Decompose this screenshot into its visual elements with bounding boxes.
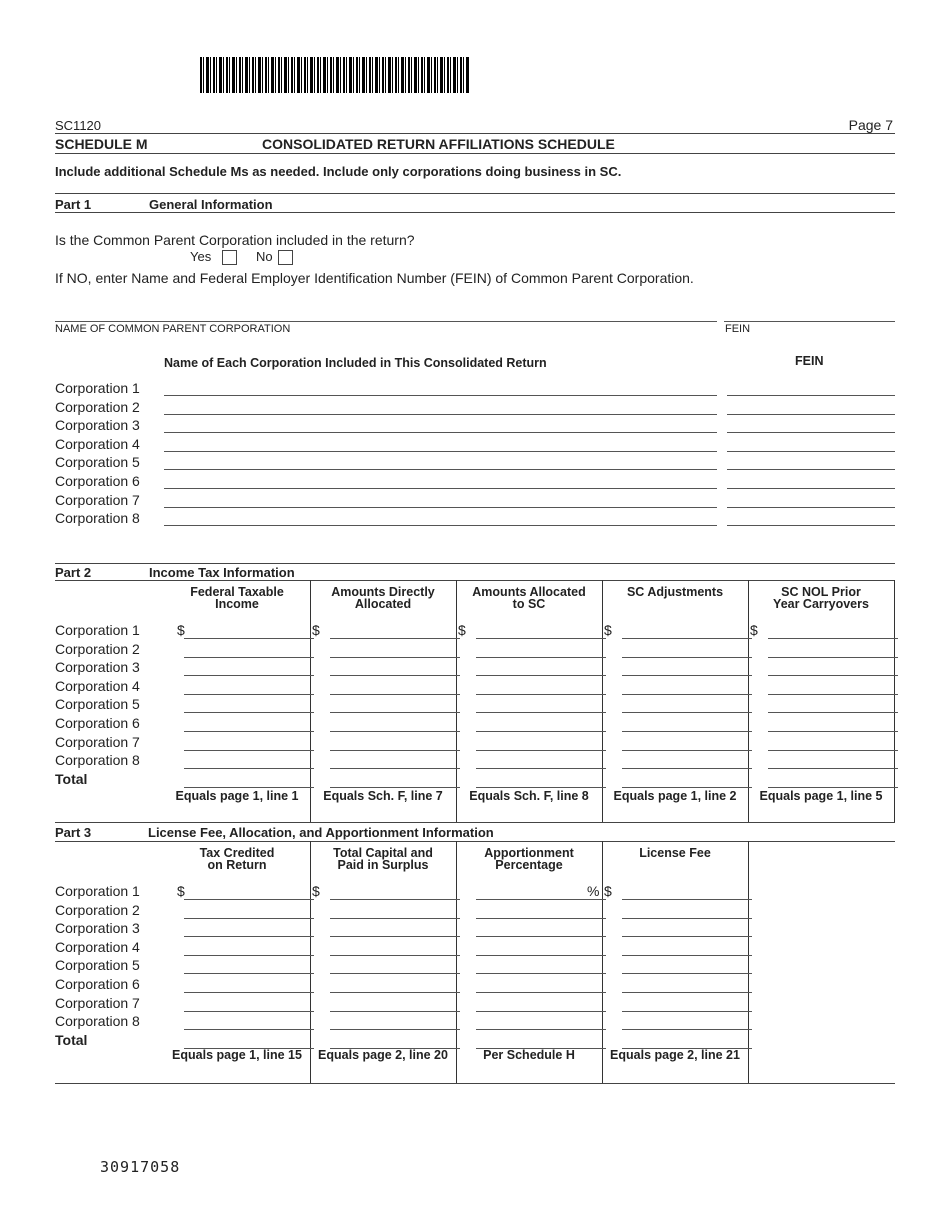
no-label: No [256,249,273,264]
p1-corp-name-input[interactable] [164,395,717,396]
parent-fein-label: FEIN [725,323,751,335]
part3-corp-label: Corporation 6 [55,976,140,992]
part3-total-input[interactable] [330,1048,460,1049]
part3-cell-input[interactable] [476,955,606,956]
part2-cell-input[interactable] [330,768,460,769]
part2-cell-input[interactable] [184,694,314,695]
part3-cell-input[interactable] [476,918,606,919]
part3-cell-input[interactable] [622,899,752,900]
part2-corp-label: Corporation 4 [55,677,140,694]
dollar-sign: $ [604,622,612,638]
part3-cell-input[interactable] [330,918,460,919]
part3-cell-input[interactable] [184,1011,314,1012]
part3-col-header: License Fee [639,846,711,860]
part2-cell-input[interactable] [330,712,460,713]
part3-corp-label: Corporation 2 [55,901,140,918]
part2-cell-input[interactable] [622,750,752,751]
parent-fein-input[interactable] [724,321,895,322]
p1-corp-fein-input[interactable] [727,525,895,526]
part3-cell-input[interactable] [184,992,314,993]
p1-corp-fein-input[interactable] [727,432,895,433]
p1-corp-label: Corporation 7 [55,491,140,508]
p1-corp-name-input[interactable] [164,507,717,508]
column-divider [748,580,749,822]
part3-cell-input[interactable] [476,1029,606,1030]
schedule-title: CONSOLIDATED RETURN AFFILIATIONS SCHEDULE [262,136,615,152]
part3-cell-input[interactable] [476,936,606,937]
column-divider [894,580,895,822]
part2-cell-input[interactable] [768,750,898,751]
part1-label: Part 1 [55,197,92,212]
p1-corp-label: Corporation 8 [55,510,140,527]
part3-corp-label: Corporation 3 [55,920,140,937]
percent-sign: % [587,883,600,899]
column-divider [602,841,603,1083]
part2-cell-input[interactable] [622,694,752,695]
part2-cell-input[interactable] [622,657,752,658]
part3-cell-input[interactable] [184,955,314,956]
part2-cell-input[interactable] [476,750,606,751]
part3-col-footer: Equals page 2, line 21 [610,1048,740,1062]
part3-cell-input[interactable] [330,992,460,993]
part3-col-footer: Equals page 2, line 20 [318,1048,448,1062]
form-id: SC1120 [55,118,102,133]
part2-total-input[interactable] [768,787,898,788]
part2-total-input[interactable] [622,787,752,788]
part3-cell-input[interactable] [330,955,460,956]
part2-cell-input[interactable] [184,768,314,769]
p1-corp-fein-input[interactable] [727,469,895,470]
part2-total-label: Total [55,771,88,787]
parent-name-label: NAME OF COMMON PARENT CORPORATION [55,323,291,335]
part2-cell-input[interactable] [476,768,606,769]
p1-corp-name-input[interactable] [164,414,717,415]
part2-corp-label: Corporation 7 [55,733,140,750]
column-divider [310,580,311,822]
p1-corp-fein-input[interactable] [727,414,895,415]
p1-corp-label: Corporation 5 [55,454,140,471]
p1-corp-name-input[interactable] [164,469,717,470]
part3-label: Part 3 [55,825,92,840]
part3-cell-input[interactable] [622,973,752,974]
part1-title: General Information [149,197,273,212]
dollar-sign: $ [604,883,612,899]
p1-corp-label: Corporation 1 [55,380,140,396]
p1-corp-label: Corporation 4 [55,435,140,452]
part3-col-header: Tax Credited [199,846,275,860]
names-header: Name of Each Corporation Included in This Consolidated Return [164,356,547,370]
dollar-sign: $ [177,883,185,899]
part3-cell-input[interactable] [476,992,606,993]
part2-cell-input[interactable] [184,638,314,639]
part2-cell-input[interactable] [184,657,314,658]
part3-cell-input[interactable] [330,1029,460,1030]
part2-cell-input[interactable] [476,657,606,658]
part3-col-header-line2: Percentage [495,858,563,872]
part2-cell-input[interactable] [622,638,752,639]
part2-col-header: Amounts Directly [331,585,435,599]
part3-total-input[interactable] [184,1048,314,1049]
part2-cell-input[interactable] [330,638,460,639]
parent-name-input[interactable] [55,321,717,322]
part2-cell-input[interactable] [330,750,460,751]
part2-total-input[interactable] [330,787,460,788]
part2-col-header: SC NOL Prior [781,585,861,599]
part2-cell-input[interactable] [184,675,314,676]
p1-corp-label: Corporation 3 [55,417,140,434]
p1-corp-name-input[interactable] [164,432,717,433]
p1-corp-label: Corporation 2 [55,398,140,415]
parent-question: Is the Common Parent Corporation included in the return? [55,232,415,248]
part2-cell-input[interactable] [768,712,898,713]
p1-corp-name-input[interactable] [164,451,717,452]
no-checkbox[interactable] [278,250,293,265]
dollar-sign: $ [177,622,185,638]
part3-col-header: Total Capital and [333,846,433,860]
part3-corp-label: Corporation 5 [55,957,140,974]
part2-col-header-line2: Allocated [354,597,412,611]
p1-corp-fein-input[interactable] [727,507,895,508]
part3-cell-input[interactable] [330,973,460,974]
part3-total-input[interactable] [476,1048,606,1049]
p1-corp-fein-input[interactable] [727,488,895,489]
part2-col-header: Federal Taxable [190,585,284,599]
part3-corp-label: Corporation 1 [55,883,140,899]
part3-col-header: Apportionment [484,846,574,860]
part2-cell-input[interactable] [476,712,606,713]
part2-corp-label: Corporation 5 [55,696,140,713]
part3-cell-input[interactable] [622,992,752,993]
part2-title: Income Tax Information [149,565,295,580]
part2-cell-input[interactable] [768,657,898,658]
part3-cell-input[interactable] [330,899,460,900]
part2-col-footer: Equals Sch. F, line 7 [323,789,443,803]
p1-corp-label: Corporation 6 [55,473,140,489]
part2-cell-input[interactable] [622,675,752,676]
part3-cell-input[interactable] [184,918,314,919]
part3-col-footer: Equals page 1, line 15 [172,1048,302,1062]
column-divider [748,841,749,1083]
part3-title: License Fee, Allocation, and Apportionment Information [148,825,494,840]
part2-cell-input[interactable] [768,675,898,676]
part2-cell-input[interactable] [768,768,898,769]
p1-corp-fein-input[interactable] [727,451,895,452]
part2-cell-input[interactable] [184,750,314,751]
part3-cell-input[interactable] [476,1011,606,1012]
part2-col-footer: Equals page 1, line 5 [759,789,883,803]
part2-cell-input[interactable] [184,712,314,713]
part3-total-input[interactable] [622,1048,752,1049]
part3-corp-label: Corporation 4 [55,938,140,955]
page-number: Page 7 [848,117,893,133]
schedule-label: SCHEDULE M [55,136,148,152]
part3-cell-input[interactable] [476,899,606,900]
part2-corp-label: Corporation 2 [55,640,140,657]
part3-col-header-line2: on Return [207,858,267,872]
part2-cell-input[interactable] [330,694,460,695]
part3-cell-input[interactable] [330,1011,460,1012]
part3-cell-input[interactable] [622,936,752,937]
dollar-sign: $ [750,622,758,638]
part2-cell-input[interactable] [476,675,606,676]
part2-col-footer: Equals page 1, line 1 [175,789,299,803]
dollar-sign: $ [312,883,320,899]
part2-col-header: SC Adjustments [626,585,724,599]
if-no-instruction: If NO, enter Name and Federal Employer Identification Number (FEIN) of Common Parent Corporation. [55,270,694,286]
part3-cell-input[interactable] [184,899,314,900]
part2-corp-label: Corporation 3 [55,659,140,676]
part3-total-label: Total [55,1032,88,1048]
part3-cell-input[interactable] [184,936,314,937]
column-divider [310,841,311,1083]
dollar-sign: $ [312,622,320,638]
part2-cell-input[interactable] [476,731,606,732]
part3-cell-input[interactable] [184,973,314,974]
column-divider [602,580,603,822]
p1-corp-name-input[interactable] [164,488,717,489]
part2-cell-input[interactable] [330,675,460,676]
part3-cell-input[interactable] [622,1011,752,1012]
dollar-sign: $ [458,622,466,638]
part2-col-header-line2: Year Carryovers [773,597,869,611]
part3-cell-input[interactable] [184,1029,314,1030]
part2-total-input[interactable] [184,787,314,788]
part2-col-footer: Equals page 1, line 2 [613,789,737,803]
form-number: 30917058 [100,1158,181,1176]
part3-corp-label: Corporation 8 [55,1013,140,1030]
part2-cell-input[interactable] [476,694,606,695]
yes-label: Yes [190,249,212,264]
part2-cell-input[interactable] [622,712,752,713]
part2-cell-input[interactable] [768,731,898,732]
part2-cell-input[interactable] [330,731,460,732]
p1-corp-name-input[interactable] [164,525,717,526]
yes-checkbox[interactable] [222,250,237,265]
part2-cell-input[interactable] [184,731,314,732]
part2-label: Part 2 [55,565,92,580]
part3-col-footer: Per Schedule H [483,1048,575,1062]
part2-cell-input[interactable] [330,657,460,658]
part2-col-header: Amounts Allocated [472,585,586,599]
part2-corp-label: Corporation 6 [55,715,140,731]
part2-total-input[interactable] [476,787,606,788]
instruction: Include additional Schedule Ms as needed. Include only corporations doing business in SC. [55,164,622,179]
part2-corp-label: Corporation 1 [55,622,140,638]
part2-cell-input[interactable] [622,731,752,732]
part2-cell-input[interactable] [768,694,898,695]
part2-col-header-line2: Income [215,597,259,611]
part2-cell-input[interactable] [768,638,898,639]
part2-cell-input[interactable] [622,768,752,769]
part3-corp-label: Corporation 7 [55,994,140,1011]
fein-header: FEIN [795,354,824,368]
part2-corp-label: Corporation 8 [55,752,140,769]
part2-cell-input[interactable] [476,638,606,639]
column-divider [456,580,457,822]
part3-cell-input[interactable] [330,936,460,937]
column-divider [456,841,457,1083]
p1-corp-fein-input[interactable] [727,395,895,396]
barcode [200,57,470,93]
part3-cell-input[interactable] [622,955,752,956]
part2-col-header-line2: to SC [512,597,546,611]
part3-cell-input[interactable] [622,1029,752,1030]
part2-col-footer: Equals Sch. F, line 8 [469,789,589,803]
part3-cell-input[interactable] [622,918,752,919]
part3-col-header-line2: Paid in Surplus [337,858,429,872]
part3-cell-input[interactable] [476,973,606,974]
